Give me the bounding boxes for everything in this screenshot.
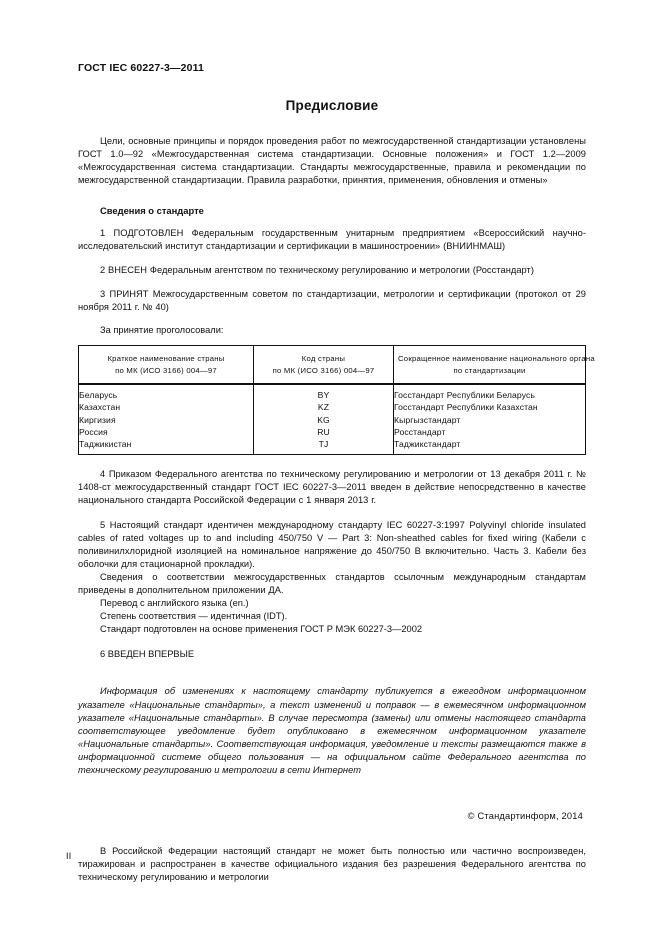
correspondence-note: Сведения о соответствии межгосударственных стандартов ссылочным международным стандартам приведены в дополнительном приложении ДА. [78,571,586,596]
spacer [78,794,586,811]
country-code: KG [317,414,330,425]
standard-info-heading: Сведения о стандарте [100,204,204,216]
country-code: BY [317,390,330,401]
spacer [78,198,586,205]
country-code: KZ [317,402,330,413]
country-name: Таджикистан [79,439,132,450]
vote-table [78,345,595,455]
country-name: Россия [79,426,108,437]
page-content [78,62,595,895]
header-line: Сокращенное наименование национального органа [398,354,595,364]
header-line: по стандартизации [453,365,526,375]
vote-table-head [79,346,595,384]
country-code: TJ [318,439,329,450]
reproduction-notice: В Российской Федерации настоящий стандарт не может быть полностью или частично воспроизведен, тиражирован и распространен в качестве официального издания без разрешения Федерального агентства по техническому регулированию и метрологии [78,846,586,883]
country-code: RU [317,426,330,437]
page-number: II [66,851,72,861]
table-cell-body-list [394,384,586,455]
basis-standard-note: Стандарт подготовлен на основе применения ГОСТ Р МЭК 60227-3—2002 [100,624,423,635]
spacer [78,838,586,845]
spacer [78,777,586,794]
table-header-code [254,346,394,384]
conformity-degree-note: Степень соответствия — идентичная (IDT). [100,611,288,622]
standard-info-item-3: 3 ПРИНЯТ Межгосударственным советом по стандартизации, метрологии и сертификации (протокол от 29 ноября 2011 г. № 40) [78,289,586,313]
spacer [78,636,586,648]
table-cell-country-list [79,384,254,455]
table-header-body [394,346,595,384]
page-title: Предисловие [285,97,379,113]
spacer [78,821,586,838]
copyright-line: © Стандартинформ, 2014 [467,811,583,822]
country-name: Казахстан [79,402,121,413]
intro-paragraph: Цели, основные принципы и порядок проведения работ по межгосударственной стандартизации установлены ГОСТ 1.0—92 «Межгосударственная система стандартизации. Основные положения» и ГОСТ 1.2—2009 «Межгосударственная система стандартизации. Стандарты межгосударственные, правила и рекомендации по межгосударственной стандартизации. Правила разработки, принятия, применения, обновления и отмены» [78,135,586,185]
standard-info-item-4: 4 Приказом Федерального агентства по техническому регулированию и метрологии от 13 декабря 2011 г. № 1408-ст межгосударственный стандарт ГОСТ IEC 60227-3—2011 введен в действие непосредственно в качестве национального стандарта Российской Федерации с 1 января 2013 г. [78,469,586,506]
spacer [78,661,586,678]
national-body: Госстандарт Республики Казахстан [394,402,538,413]
amendment-notice: Информация об изменениях к настоящему стандарту публикуется в ежегодном информационном указателе «Национальные стандарты», а текст изменений и поправок — в ежемесячном информационном указателе «Национальные стандарты». В случае пересмотра (замены) или отмены настоящего стандарта соответствующее уведомление будет опубликовано в ежемесячном информационном указателе «Национальные стандарты». Соответствующая информация, уведомление и тексты размещаются также в информационной системе общего пользования — на официальном сайте Федерального агентства по техническому регулированию и метрологии в сети Интернет [78,686,586,776]
table-cell-code-list [254,384,394,455]
standard-info-item-1: 1 ПОДГОТОВЛЕН Федеральным государственным унитарным предприятием «Всероссийский научно-исследовательский институт стандартизации и сертификации в машиностроении» (ВНИИНМАШ) [78,227,586,252]
national-body: Госстандарт Республики Беларусь [394,390,535,401]
country-name: Киргизия [79,414,116,425]
vote-table-body [79,384,586,455]
header-line: Краткое наименование страны [107,354,225,364]
document-code: ГОСТ IEC 60227-3—2011 [78,62,205,74]
vote-intro-line: За принятие проголосовали: [100,325,224,336]
spacer [78,678,586,685]
standard-info-item-2: 2 ВНЕСЕН Федеральным агентством по техническому регулированию и метрологии (Росстандарт) [100,265,534,276]
national-body: Таджикстандарт [394,439,461,450]
standard-info-item-6: 6 ВВЕДЕН ВПЕРВЫЕ [100,649,195,660]
table-header-row [79,346,586,384]
table-header-country [79,346,254,384]
header-line: по МК (ИСО 3166) 004—97 [272,365,375,375]
country-name: Беларусь [79,390,118,401]
header-line: по МК (ИСО 3166) 004—97 [115,365,217,375]
national-body: Росстандарт [394,426,446,437]
national-body: Кыргызстандарт [394,414,461,425]
table-row [79,384,586,455]
header-line: Код страны [301,354,346,364]
standard-info-item-5: 5 Настоящий стандарт идентичен международному стандарту IEC 60227-3:1997 Polyvinyl chloride insulated cables of rated voltages up to and including 450/750 V — Part 3: Non-sheathed cables for fixed wiring (Кабели с поливинилхлоридной изоляцией на номинальное напряжение до 450/750 В включительно. Часть 3. Кабели без оболочки для стационарной прокладки). [78,519,586,569]
translation-note: Перевод с английского языка (en.) [100,598,249,609]
